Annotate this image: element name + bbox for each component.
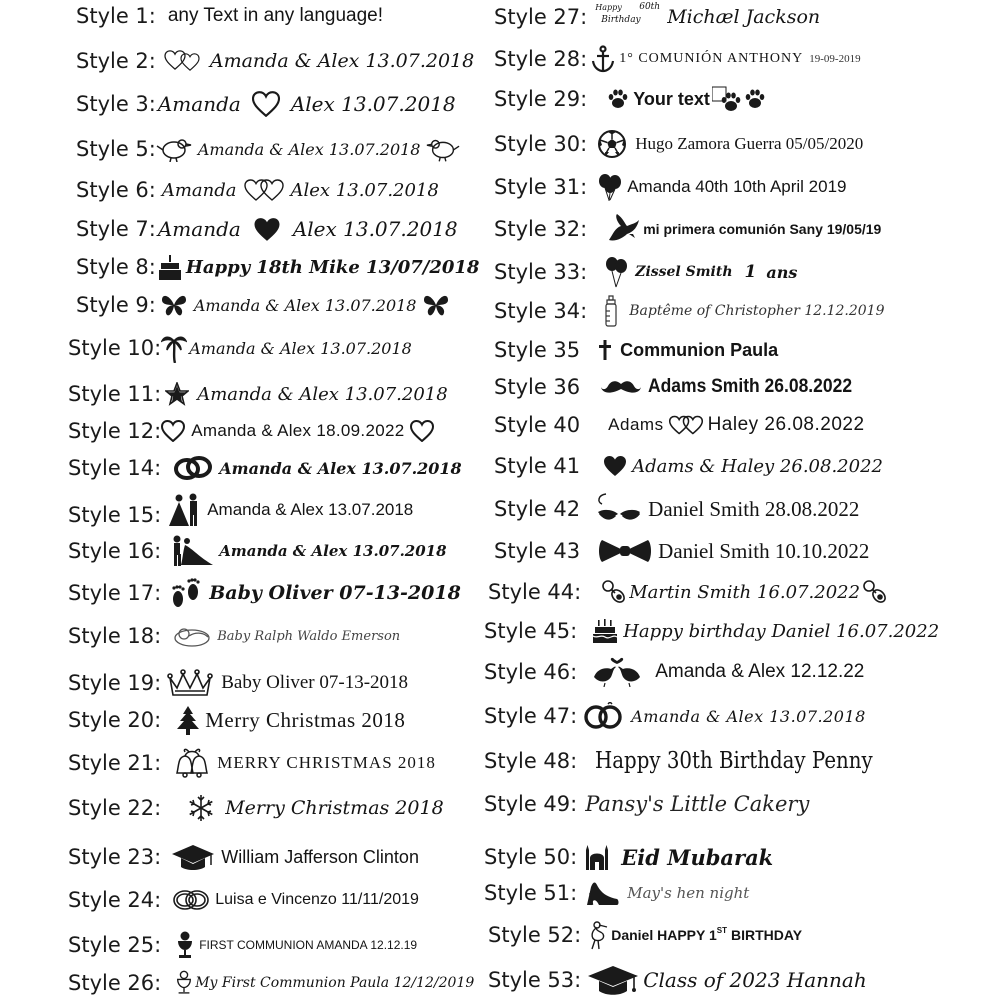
pacifier-icon [601, 579, 627, 605]
style-label: Style 25: [68, 933, 162, 957]
baby-bottle-icon [603, 295, 619, 327]
sample-text-left: Amanda [157, 92, 241, 116]
sample-text: Amanda 40th 10th April 2019 [627, 177, 847, 196]
style-row-15 [68, 492, 413, 528]
sample-text: Baptême of Christopher 12.12.2019 [629, 303, 885, 319]
style-label: Style 19: [68, 671, 162, 695]
star-icon [165, 382, 189, 406]
sample-text: Amanda & Alex 13.07.2018 [197, 383, 448, 405]
birthday-cake-icon [158, 253, 182, 281]
style-row-49 [484, 786, 809, 822]
style-label: Style 16: [68, 539, 162, 563]
sample-text: Daniel Smith 10.10.2022 [658, 538, 870, 563]
graduation-cap-icon [587, 964, 639, 996]
sample-text: Class of 2023 Hannah [643, 968, 867, 992]
sample-text: FIRST COMMUNION AMANDA 12.12.19 [199, 938, 418, 952]
sample-text: Luisa e Vincenzo 11/11/2019 [215, 891, 419, 908]
style-label: Style 44: [488, 580, 582, 604]
sample-text: Amanda & Alex 12.12.22 [655, 661, 865, 682]
kissing-birds-icon [591, 657, 643, 687]
style-label: Style 28: [494, 47, 588, 71]
sample-text: Communion Paula [620, 339, 779, 360]
badge-text-happy: Happy [595, 3, 622, 12]
graduation-cap-icon [171, 843, 215, 871]
style-label: Style 14: [68, 456, 162, 480]
dancing-couple-icon [169, 535, 215, 567]
sample-text: Baby Oliver 07-13-2018 [221, 672, 409, 693]
style-row-21 [68, 746, 436, 780]
style-label: Style 11: [68, 382, 162, 406]
style-row-18 [68, 621, 400, 651]
style-row-48 [484, 743, 918, 779]
style-label: Style 27: [494, 5, 588, 29]
sample-text: Happy birthday Daniel 16.07.2022 [623, 620, 940, 642]
style-label: Style 12: [68, 419, 162, 443]
baby-feet-icon [169, 577, 203, 609]
style-label: Style 2: [76, 49, 156, 73]
soccer-ball-icon [597, 129, 627, 159]
style-label: Style 7: [76, 217, 156, 241]
style-label: Style 1: [76, 4, 156, 28]
balloons-icon [597, 173, 623, 201]
style-label: Style 26: [68, 971, 162, 995]
style-row-42 [494, 492, 859, 526]
sample-text: Daniel Smith 28.08.2022 [648, 496, 860, 521]
wedding-rings-icon [581, 702, 625, 730]
style-label: Style 3: [76, 92, 156, 116]
sample-text-left: Amanda [161, 179, 237, 201]
sample-text-right: Haley 26.08.2022 [707, 414, 865, 435]
style-row-20 [68, 704, 405, 736]
bird-icon [156, 136, 192, 162]
heart-outline-icon [410, 420, 434, 442]
sample-text: Amanda & Alex 18.09.2022 [191, 421, 405, 440]
style-label: Style 23: [68, 845, 162, 869]
style-row-1 [76, 3, 383, 29]
style-row-5 [76, 134, 460, 164]
style-row-3 [76, 89, 456, 119]
chalice-icon [175, 931, 195, 959]
sample-text: 1° COMUNIÓN ANTHONY [619, 51, 804, 66]
sample-date: 19-09-2019 [809, 53, 861, 65]
style-row-26 [68, 967, 474, 999]
style-label: Style 6: [76, 178, 156, 202]
sample-text: Amanda & Alex 13.07.2018 [209, 50, 475, 72]
mustache-lips-icon [596, 492, 642, 526]
sample-text: Baby Oliver 07-13-2018 [209, 582, 461, 604]
style-row-27 [494, 2, 820, 32]
style-label: Style 33: [494, 260, 588, 284]
style-label: Style 10: [68, 336, 162, 360]
style-label: Style 45: [484, 619, 578, 643]
balloons-icon [603, 256, 629, 288]
sample-text: MERRY CHRISTMAS 2018 [217, 753, 436, 772]
style-row-44 [488, 576, 888, 608]
high-heel-icon [585, 879, 619, 907]
sample-text: Amanda & Alex 13.07.2018 [207, 500, 414, 519]
style-row-46 [484, 655, 864, 689]
dove-icon [605, 214, 641, 244]
sample-text: any Text in any language! [167, 5, 384, 26]
style-label: Style 36 [494, 375, 581, 399]
sample-text: Pansy's Little Cakery [585, 792, 810, 816]
sample-text: Merry Christmas 2018 [225, 797, 444, 819]
style-label: Style 9: [76, 293, 156, 317]
snowflake-icon [187, 794, 215, 822]
style-row-30 [494, 128, 863, 160]
sample-text: Zissel Smith [635, 264, 733, 280]
sleeping-baby-icon [173, 624, 211, 648]
style-row-33 [494, 255, 797, 289]
style-row-45 [484, 614, 939, 648]
sample-text: Amanda & Alex 13.07.2018 [631, 706, 866, 726]
style-label: Style 5: [76, 137, 156, 161]
sample-text: Your text [633, 88, 710, 109]
badge-text-birthday: Birthday [601, 15, 641, 25]
sample-text: Adams & Haley 26.08.2022 [632, 455, 883, 477]
style-row-2 [76, 46, 474, 76]
sample-text: Adams Smith 26.08.2022 [648, 376, 853, 397]
style-label: Style 53: [488, 968, 582, 992]
style-row-31 [494, 172, 847, 202]
style-label: Style 15: [68, 503, 162, 527]
style-row-35 [494, 335, 778, 365]
chalice-icon [175, 970, 193, 996]
butterfly-icon [422, 293, 450, 317]
sample-text: Eid Mubarak [621, 844, 774, 870]
style-row-14 [68, 453, 462, 483]
sample-text-right: Alex 13.07.2018 [290, 92, 456, 116]
style-row-10 [68, 333, 412, 363]
style-row-9 [76, 291, 450, 319]
interlocked-hearts-icon [243, 178, 285, 202]
style-label: Style 30: [494, 132, 588, 156]
style-label: Style 41 [494, 454, 581, 478]
style-row-28 [494, 44, 861, 74]
style-label: Style 32: [494, 217, 588, 241]
sample-age: 1 [744, 262, 757, 282]
style-row-32 [494, 213, 881, 245]
heart-filled-icon [253, 217, 281, 242]
style-row-19 [68, 667, 408, 699]
sample-text: Happy 18th Mike 13/07/2018 [185, 256, 480, 278]
style-row-22 [68, 791, 444, 825]
style-row-7 [76, 214, 458, 244]
sample-age-word: ans [766, 262, 798, 282]
heart-outline-icon [251, 91, 281, 117]
paw-icon [712, 85, 742, 113]
sample-text: Martin Smith 16.07.2022 [629, 581, 861, 603]
style-row-29 [494, 84, 766, 114]
style-row-50 [484, 840, 773, 874]
bow-tie-icon [598, 538, 652, 564]
style-row-51 [484, 876, 749, 910]
style-row-34 [494, 294, 885, 328]
style-row-36 [494, 372, 870, 402]
style-row-6 [76, 176, 439, 204]
style-label: Style 47: [484, 704, 578, 728]
badge-text-age: 60th [639, 2, 661, 12]
style-label: Style 34: [494, 299, 588, 323]
style-label: Style 40 [494, 413, 581, 437]
style-row-12 [68, 417, 434, 445]
style-label: Style 35 [494, 338, 581, 362]
style-label: Style 51: [484, 881, 578, 905]
style-label: Style 48: [484, 749, 578, 773]
style-row-52 [488, 918, 802, 952]
anchor-icon [591, 45, 615, 73]
style-label: Style 8: [76, 255, 156, 279]
sample-text-left: Amanda [157, 217, 241, 241]
style-label: Style 24: [68, 888, 162, 912]
sample-text: Amanda & Alex 13.07.2018 [193, 295, 417, 315]
christmas-tree-icon [175, 705, 201, 735]
style-label: Style 22: [68, 796, 162, 820]
style-row-53 [488, 962, 867, 998]
style-label: Style 29: [494, 87, 588, 111]
sample-text: Amanda & Alex 13.07.2018 [189, 338, 412, 358]
sample-text: Hugo Zamora Guerra 05/05/2020 [635, 134, 864, 153]
butterfly-icon [160, 293, 188, 317]
style-label: Style 46: [484, 660, 578, 684]
interlocked-hearts-icon [668, 414, 704, 436]
style-row-41 [494, 451, 883, 481]
heart-outline-icon [161, 420, 185, 442]
crown-icon [167, 668, 213, 698]
style-row-25 [68, 929, 417, 961]
sample-text: Baby Ralph Waldo Emerson [217, 628, 401, 644]
heart-filled-icon [602, 455, 628, 477]
style-label: Style 21: [68, 751, 162, 775]
sample-text: My First Communion Paula 12/12/2019 [195, 975, 475, 991]
paw-icon [744, 88, 766, 110]
sample-text-end: BIRTHDAY [731, 927, 803, 943]
sample-text-right: Alex 13.07.2018 [290, 179, 439, 201]
style-label: Style 50: [484, 845, 578, 869]
pacifier-icon [862, 579, 888, 605]
style-label: Style 49: [484, 792, 578, 816]
style-label: Style 17: [68, 581, 162, 605]
style-row-43 [494, 535, 869, 567]
stork-icon [587, 920, 609, 950]
birthday-cake-icon [591, 617, 619, 645]
style-row-11 [68, 379, 448, 409]
sample-text: William Jafferson Clinton [221, 846, 419, 867]
sample-text: mi primera comunión Sany 19/05/19 [643, 221, 882, 237]
sample-text: Amanda & Alex 13.07.2018 [197, 139, 421, 159]
style-label: Style 43 [494, 539, 581, 563]
heart-outline-pair-icon [164, 50, 204, 72]
sample-text: Merry Christmas 2018 [205, 707, 406, 732]
mustache-icon [600, 378, 642, 396]
style-label: Style 18: [68, 624, 162, 648]
style-row-16 [68, 535, 447, 567]
palm-tree-icon [161, 333, 187, 363]
sample-text: May's hen night [627, 884, 750, 902]
style-row-23 [68, 840, 419, 874]
sample-text-left: Adams [608, 415, 664, 434]
style-row-40 [494, 410, 865, 440]
sample-text-right: Alex 13.07.2018 [292, 217, 458, 241]
style-row-24 [68, 884, 419, 916]
bride-groom-icon [165, 493, 203, 527]
style-row-47 [484, 700, 866, 732]
style-row-8 [76, 252, 479, 282]
birthday-badge-icon [595, 2, 667, 32]
style-row-17 [68, 576, 461, 610]
sample-text: Happy 30th Birthday Penny [595, 748, 873, 774]
style-label: Style 31: [494, 175, 588, 199]
bird-icon [426, 136, 460, 162]
style-label: Style 42 [494, 497, 581, 521]
sample-text: Daniel HAPPY 1 [611, 927, 717, 943]
wedding-rings-icon [173, 455, 213, 481]
paw-icon [607, 88, 629, 110]
sample-text: Amanda & Alex 13.07.2018 [219, 458, 462, 478]
christmas-bells-icon [173, 747, 211, 779]
sample-text: Amanda & Alex 13.07.2018 [219, 542, 447, 560]
sample-superscript: ST [716, 925, 728, 935]
style-label: Style 52: [488, 923, 582, 947]
mosque-icon [585, 844, 609, 870]
wedding-rings-icon [171, 887, 211, 913]
cross-icon [598, 339, 612, 361]
style-label: Style 20: [68, 708, 162, 732]
sample-text: Michæl Jackson [667, 6, 821, 28]
